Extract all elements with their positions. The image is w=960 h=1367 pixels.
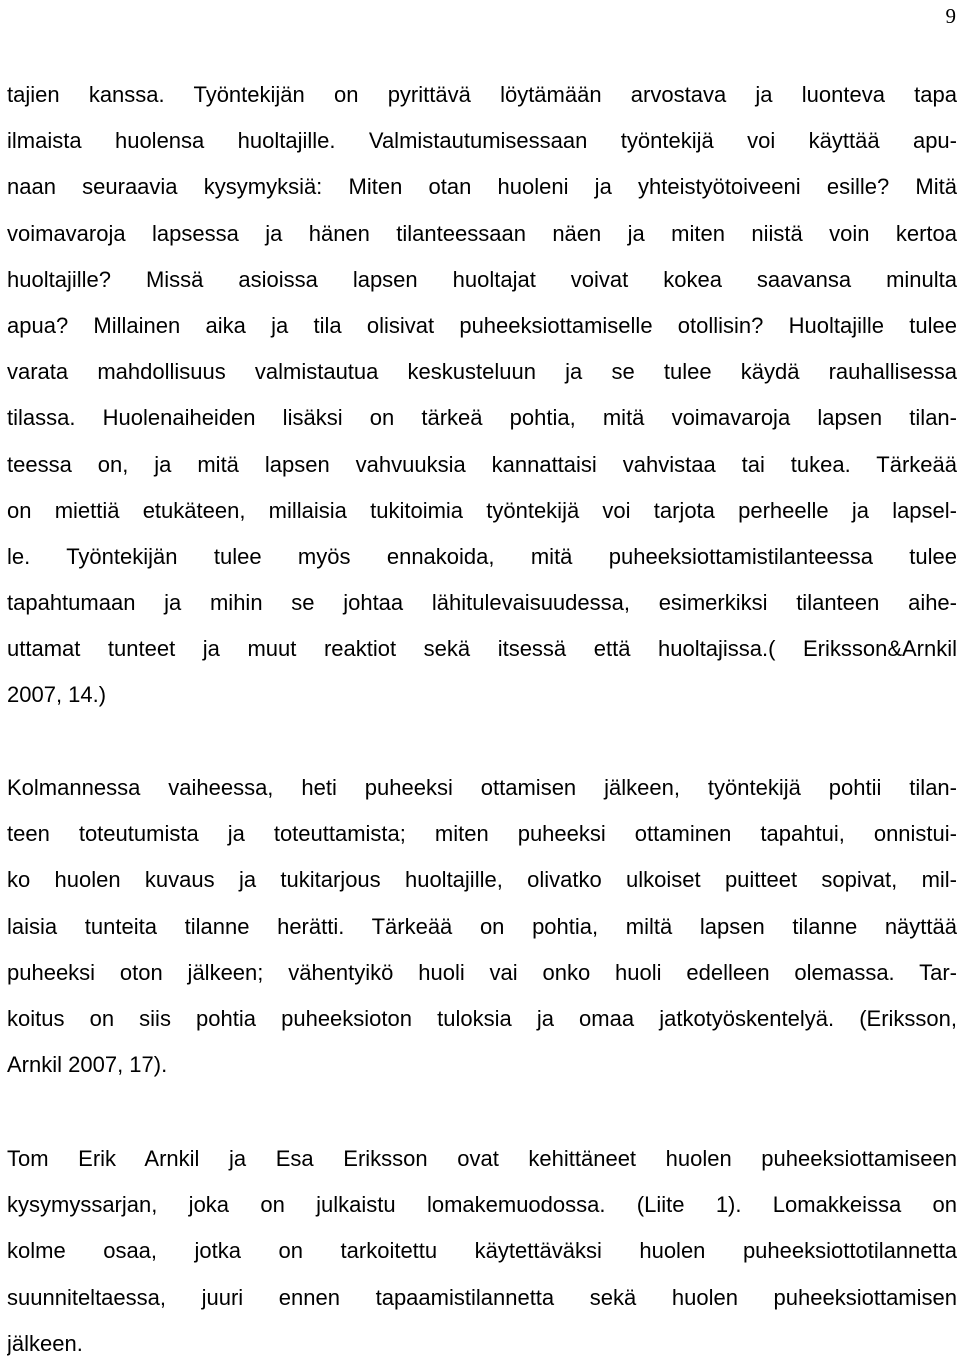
text-line: apua? Millainen aika ja tila olisivat puheeksiottamiselle otollisin? Huoltajille tulee xyxy=(7,312,957,338)
text-line: 2007, 14.) xyxy=(7,682,107,708)
page-number: 9 xyxy=(945,4,956,28)
text-line: on miettiä etukäteen, millaisia tukitoimia työntekijä voi tarjota perheelle ja lapsel- xyxy=(7,497,957,523)
text-line: suunniteltaessa, juuri ennen tapaamistilannetta sekä huolen puheeksiottamisen xyxy=(7,1284,957,1310)
paragraph-2 xyxy=(7,765,957,1088)
text-line: laisia tunteita tilanne herätti. Tärkeää on pohtia, miltä lapsen tilanne näyttää xyxy=(7,913,957,939)
text-line: naan seuraavia kysymyksiä: Miten otan huoleni ja yhteistyötoiveeni esille? Mitä xyxy=(7,174,957,200)
text-line: huoltajille? Missä asioissa lapsen huoltajat voivat kokea saavansa minulta xyxy=(7,266,957,292)
text-line: teessa on, ja mitä lapsen vahvuuksia kannattaisi vahvistaa tai tukea. Tärkeää xyxy=(7,451,957,477)
text-line: tapahtumaan ja mihin se johtaa lähitulevaisuudessa, esimerkiksi tilanteen aihe- xyxy=(7,590,957,616)
text-line: kysymyssarjan, joka on julkaistu lomakemuodossa. (Liite 1). Lomakkeissa on xyxy=(7,1192,957,1218)
text-line: voimavaroja lapsessa ja hänen tilanteessaan näen ja miten niistä voin kertoa xyxy=(7,220,957,246)
paragraph-3 xyxy=(7,1136,957,1367)
text-line: ilmaista huolensa huoltajille. Valmistautumisessaan työntekijä voi käyttää apu- xyxy=(7,128,957,154)
text-line: teen toteutumista ja toteuttamista; miten puheeksi ottaminen tapahtui, onnistui- xyxy=(7,821,957,847)
text-line: koitus on siis pohtia puheeksioton tuloksia ja omaa jatkotyöskentelyä. (Eriksson, xyxy=(7,1005,957,1031)
text-line: Tom Erik Arnkil ja Esa Eriksson ovat kehittäneet huolen puheeksiottamiseen xyxy=(7,1146,957,1171)
text-line: ko huolen kuvaus ja tukitarjous huoltajille, olivatko ulkoiset puitteet sopivat, mil- xyxy=(7,867,957,893)
text-line: Arnkil 2007, 17). xyxy=(7,1052,168,1078)
text-line: tilassa. Huolenaiheiden lisäksi on tärkeä pohtia, mitä voimavaroja lapsen tilan- xyxy=(7,405,957,431)
text-line: varata mahdollisuus valmistautua keskusteluun ja se tulee käydä rauhallisessa xyxy=(7,359,957,385)
text-line: uttamat tunteet ja muut reaktiot sekä itsessä että huoltajissa.( Eriksson&Arnkil xyxy=(7,636,957,662)
paragraph-1 xyxy=(7,72,957,719)
text-line: tajien kanssa. Työntekijän on pyrittävä löytämään arvostava ja luonteva tapa xyxy=(7,82,957,107)
text-line: puheeksi oton jälkeen; vähentyikö huoli vai onko huoli edelleen olemassa. Tar- xyxy=(7,959,957,985)
text-line: Kolmannessa vaiheessa, heti puheeksi ottamisen jälkeen, työntekijä pohtii tilan- xyxy=(7,775,957,800)
text-line: le. Työntekijän tulee myös ennakoida, mitä puheeksiottamistilanteessa tulee xyxy=(7,543,957,569)
text-line: jälkeen. xyxy=(7,1330,83,1356)
text-line: kolme osaa, jotka on tarkoitettu käytettäväksi huolen puheeksiottotilannetta xyxy=(7,1238,957,1264)
